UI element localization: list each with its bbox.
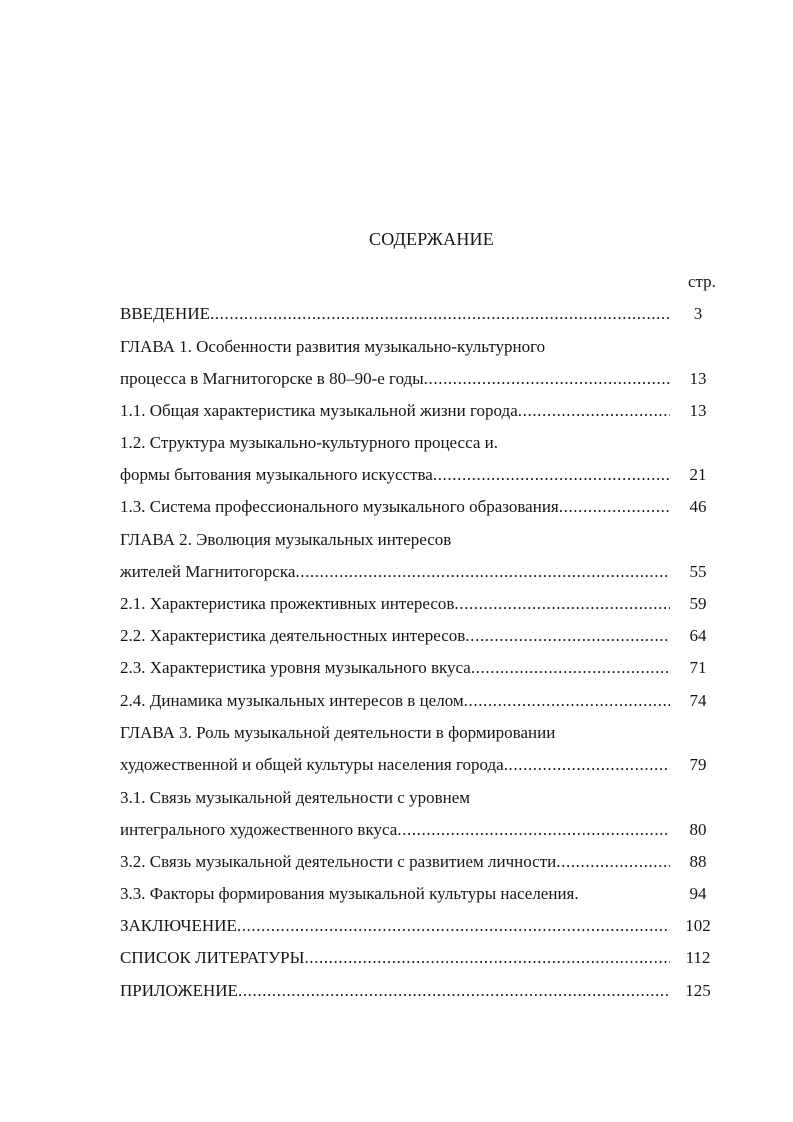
toc-leader — [397, 819, 670, 841]
toc-entry — [120, 980, 670, 1002]
toc-entry — [120, 593, 670, 615]
toc-entry-text: СПИСОК ЛИТЕРАТУРЫ — [120, 948, 305, 967]
toc-entry — [120, 368, 670, 390]
toc-entry-text: 1.2. Структура музыкально-культурного процесса и. — [120, 433, 498, 452]
toc-entry — [120, 400, 670, 422]
toc-entry-text: ПРИЛОЖЕНИЕ — [120, 981, 238, 1000]
toc-page-number: 79 — [689, 755, 707, 774]
toc-entry — [120, 851, 670, 873]
toc-page-number: 80 — [689, 820, 707, 839]
toc-entry-text: ВВЕДЕНИЕ — [120, 304, 210, 323]
toc-entry-text: формы бытования музыкального искусства — [120, 465, 433, 484]
toc-entry — [120, 496, 670, 518]
toc-page-number: 13 — [689, 401, 707, 420]
toc-leader — [454, 593, 670, 615]
toc-leader — [518, 400, 670, 422]
toc-entry-text: интегрального художественного вкуса — [120, 820, 398, 839]
toc-page-number: 112 — [685, 948, 711, 967]
toc-entry — [120, 561, 670, 583]
toc-entry-text: 2.1. Характеристика прожективных интересов — [120, 594, 455, 613]
toc-entry — [120, 464, 670, 486]
toc-page-number: 3 — [693, 304, 703, 323]
toc-leader — [504, 754, 670, 776]
toc-entry — [120, 883, 579, 905]
toc-entry — [120, 657, 670, 679]
toc-leader — [424, 368, 670, 390]
toc-leader — [471, 657, 670, 679]
toc-entry — [120, 432, 498, 454]
toc-leader — [237, 915, 670, 937]
toc-entry — [120, 336, 545, 358]
toc-entry — [120, 625, 670, 647]
toc-leader — [559, 496, 670, 518]
toc-entry — [120, 303, 670, 325]
toc-leader — [556, 851, 670, 873]
toc-leader — [295, 561, 670, 583]
toc-page-number: 102 — [685, 916, 711, 935]
toc-entry — [120, 787, 470, 809]
toc-page-number: 59 — [689, 594, 707, 613]
toc-entry-text: жителей Магнитогорска — [120, 562, 296, 581]
toc-page-number: 94 — [689, 884, 707, 903]
page-title: СОДЕРЖАНИЕ — [369, 229, 494, 249]
toc-entry — [120, 690, 670, 712]
toc-entry-text: процесса в Магнитогорске в 80–90-е годы — [120, 369, 424, 388]
toc-entry-text: ГЛАВА 1. Особенности развития музыкально-культурного — [120, 337, 546, 356]
toc-leader — [238, 980, 670, 1002]
toc-page-number: 13 — [689, 369, 707, 388]
toc-entry-text: ГЛАВА 3. Роль музыкальной деятельности в формировании — [120, 723, 556, 742]
toc-page-number: 64 — [689, 626, 707, 645]
toc-page-number: 55 — [689, 562, 707, 581]
toc-leader — [210, 303, 670, 325]
page-column-label: стр. — [688, 272, 716, 291]
toc-entry — [120, 754, 670, 776]
toc-entry — [120, 529, 451, 551]
toc-entry-text: 3.1. Связь музыкальной деятельности с уровнем — [120, 788, 470, 807]
toc-leader — [464, 690, 670, 712]
toc-leader — [465, 625, 670, 647]
toc-entry-text: 1.1. Общая характеристика музыкальной жизни города — [120, 401, 518, 420]
toc-page-number: 71 — [689, 658, 707, 677]
toc-page-number: 21 — [689, 465, 707, 484]
toc-page-number: 88 — [689, 852, 707, 871]
toc-entry-text: 2.4. Динамика музыкальных интересов в целом — [120, 691, 464, 710]
toc-entry-text: художественной и общей культуры населения города — [120, 755, 504, 774]
toc-entry-text: 2.2. Характеристика деятельностных интересов — [120, 626, 466, 645]
toc-entry — [120, 722, 555, 744]
toc-page-number: 46 — [689, 497, 707, 516]
toc-entry-text: 2.3. Характеристика уровня музыкального вкуса — [120, 658, 471, 677]
toc-page-number: 74 — [689, 691, 707, 710]
toc-page-number: 125 — [685, 981, 711, 1000]
toc-entry — [120, 915, 670, 937]
toc-entry-text: ГЛАВА 2. Эволюция музыкальных интересов — [120, 530, 452, 549]
toc-leader — [433, 464, 670, 486]
toc-entry — [120, 819, 670, 841]
toc-entry-text: 1.3. Система профессионального музыкального образования — [120, 497, 559, 516]
toc-leader — [304, 947, 670, 969]
toc-entry-text: ЗАКЛЮЧЕНИЕ — [120, 916, 237, 935]
toc-entry-text: 3.3. Факторы формирования музыкальной культуры населения. — [120, 884, 579, 903]
toc-entry — [120, 947, 670, 969]
toc-entry-text: 3.2. Связь музыкальной деятельности с развитием личности — [120, 852, 557, 871]
